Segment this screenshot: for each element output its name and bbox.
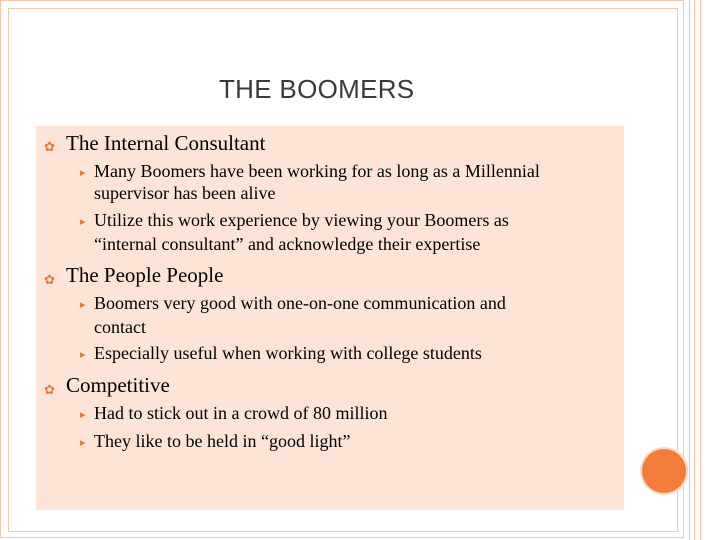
side-decoration-line xyxy=(700,0,701,540)
list-item: They like to be held in “good light” xyxy=(94,431,351,451)
orange-circle-decoration xyxy=(642,449,686,493)
side-decoration-line xyxy=(694,0,695,540)
list-item-continuation: contact xyxy=(94,317,146,337)
side-decoration-line xyxy=(689,0,690,540)
gear-icon: ✿ xyxy=(44,382,55,397)
triangle-right-icon: ▸ xyxy=(80,167,86,179)
list-item: Boomers very good with one-on-one communication and xyxy=(94,293,506,313)
list-item: Had to stick out in a crowd of 80 million xyxy=(94,403,388,423)
list-item-continuation: supervisor has been alive xyxy=(94,183,276,203)
gear-icon: ✿ xyxy=(44,139,55,154)
section-heading: The People People xyxy=(66,263,224,287)
section-heading: Competitive xyxy=(66,373,170,397)
list-item-continuation: “internal consultant” and acknowledge their expertise xyxy=(94,234,481,254)
triangle-right-icon: ▸ xyxy=(80,437,86,449)
list-item: Many Boomers have been working for as long as a Millennial xyxy=(94,161,540,181)
slide-title: THE BOOMERS xyxy=(219,74,415,104)
triangle-right-icon: ▸ xyxy=(80,299,86,311)
triangle-right-icon: ▸ xyxy=(80,216,86,228)
triangle-right-icon: ▸ xyxy=(80,409,86,421)
list-item: Especially useful when working with college students xyxy=(94,343,482,363)
section-heading: The Internal Consultant xyxy=(66,131,266,155)
triangle-right-icon: ▸ xyxy=(80,349,86,361)
gear-icon: ✿ xyxy=(44,272,55,287)
list-item: Utilize this work experience by viewing your Boomers as xyxy=(94,210,509,230)
